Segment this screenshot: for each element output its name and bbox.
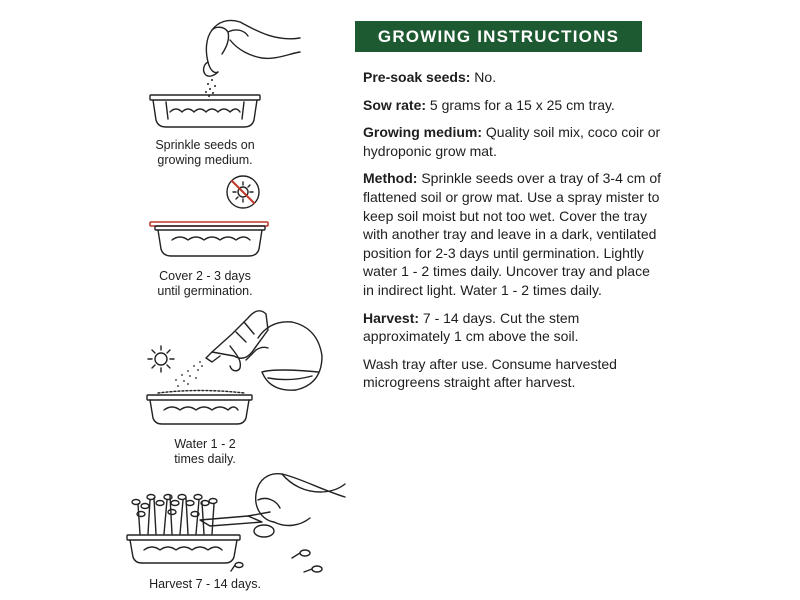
method-text: Sprinkle seeds over a tray of 3-4 cm of flattened soil or grow mat. Use a spray mister to keep soil moist but not too wet. Cover the tray with another tray and leave in a dark, ventilated position for 2-3 days until germination. Lightly water 1 - 2 times daily. Uncover tray and place in indirect light. Water 1 - 2 times daily.	[363, 170, 661, 298]
growing-medium-text: Quality soil mix, coco coir or hydroponic grow mat.	[363, 124, 661, 159]
cutting-hand-icon	[256, 474, 345, 526]
wash-text: Wash tray after use. Consume harvested microgreens straight after harvest.	[363, 355, 617, 391]
presoak-label: Pre-soak seeds:	[363, 69, 471, 85]
illustration-column	[0, 0, 350, 600]
step-caption-2-line1: Cover 2 - 3 days	[159, 269, 251, 283]
spray-mist-icon	[175, 361, 203, 387]
step-caption-3-line1: Water 1 - 2	[174, 437, 236, 451]
tray-4-icon	[127, 535, 240, 563]
harvest-text: 7 - 14 days. Cut the stem approximately 1 cm above the soil.	[363, 309, 580, 345]
illustration-svg	[0, 0, 350, 600]
instructions-panel	[363, 68, 663, 401]
tray-1-icon	[150, 95, 260, 127]
step-caption-4-line1: Harvest 7 - 14 days.	[149, 577, 261, 591]
sow-rate-text: 5 grams for a 15 x 25 cm tray.	[426, 96, 615, 113]
method-label: Method:	[363, 170, 418, 187]
sow-rate-label: Sow rate:	[363, 96, 427, 113]
method-paragraph	[363, 169, 663, 299]
step-caption-1	[130, 138, 280, 168]
hand-sprinkle-icon	[204, 20, 300, 76]
sun-icon	[148, 346, 174, 372]
tray-3-icon	[147, 391, 252, 425]
no-sun-icon	[227, 176, 259, 208]
step-caption-3	[130, 437, 280, 467]
step-caption-1-line1: Sprinkle seeds on	[155, 138, 255, 152]
step-caption-2	[130, 269, 280, 299]
harvest-paragraph	[363, 309, 663, 346]
step-caption-1-line2: growing medium.	[157, 153, 253, 167]
growing-medium-paragraph	[363, 123, 663, 160]
harvest-label: Harvest:	[363, 309, 420, 326]
step-caption-2-line2: until germination.	[157, 284, 253, 298]
microgreens-icon	[132, 495, 217, 535]
spray-bottle-icon	[206, 311, 268, 371]
step-caption-3-line2: times daily.	[174, 452, 236, 466]
presoak-text: No.	[470, 69, 497, 85]
step-caption-4	[110, 577, 300, 592]
tray-2-icon	[150, 222, 268, 256]
growing-medium-label: Growing medium:	[363, 124, 482, 141]
watering-jug-icon	[246, 322, 322, 390]
presoak-paragraph	[363, 68, 663, 87]
sow-rate-paragraph	[363, 96, 663, 115]
wash-paragraph	[363, 355, 663, 392]
growing-instructions-header: GROWING INSTRUCTIONS	[355, 21, 642, 52]
cut-leaves-icon	[231, 550, 322, 572]
